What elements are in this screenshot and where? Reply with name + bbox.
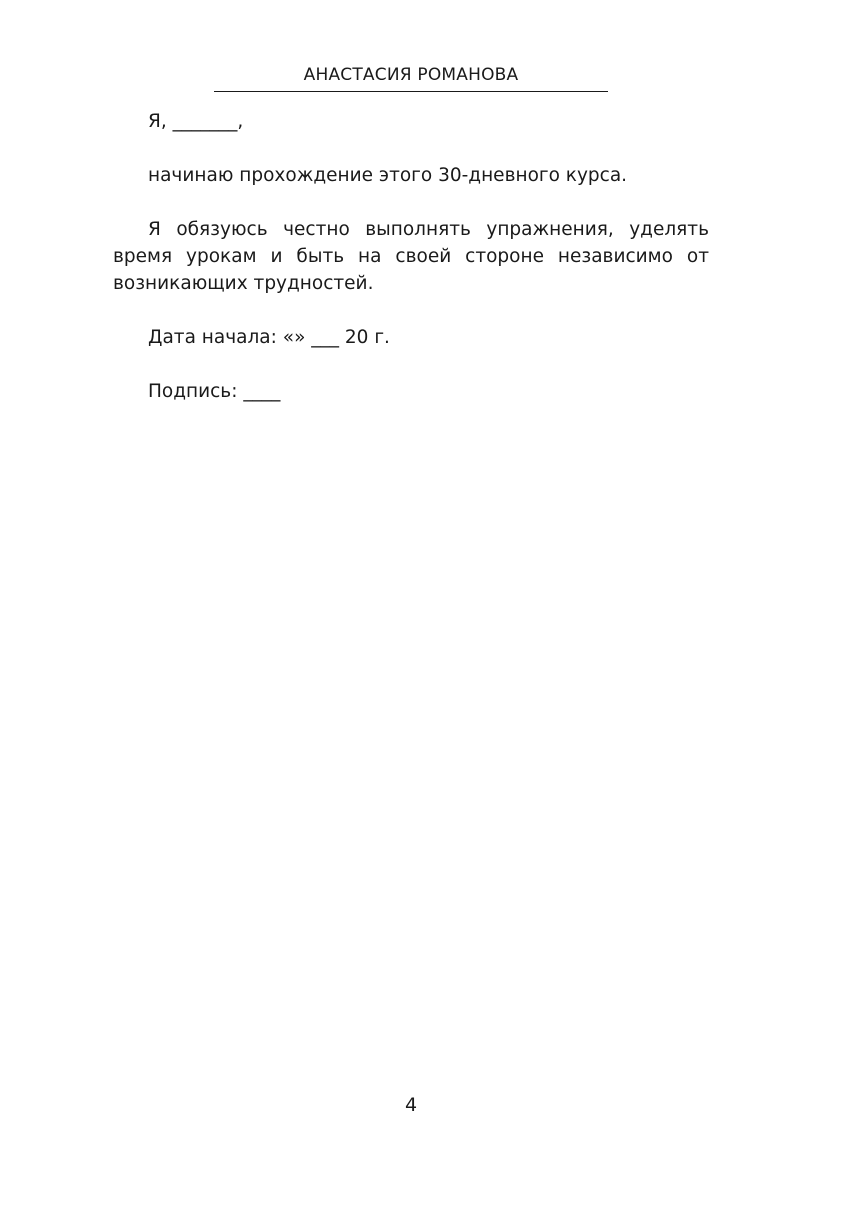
pledge-commitment-paragraph: Я обязуюсь честно выполнять упражнения, уделять время урокам и быть на своей стороне независимо от возникающих трудностей. bbox=[113, 219, 709, 294]
header-rule bbox=[214, 91, 608, 92]
pledge-start-date-line: Дата начала: «» ___ 20 г. bbox=[148, 327, 390, 348]
pledge-name-line: Я, _______, bbox=[148, 111, 244, 132]
running-header-author: АНАСТАСИЯ РОМАНОВА bbox=[303, 65, 519, 85]
pledge-signature-line: Подпись: ____ bbox=[148, 381, 281, 402]
page-number: 4 bbox=[404, 1094, 418, 1116]
pledge-start-line: начинаю прохождение этого 30-дневного курса. bbox=[148, 165, 628, 186]
pledge-text bbox=[113, 108, 709, 432]
